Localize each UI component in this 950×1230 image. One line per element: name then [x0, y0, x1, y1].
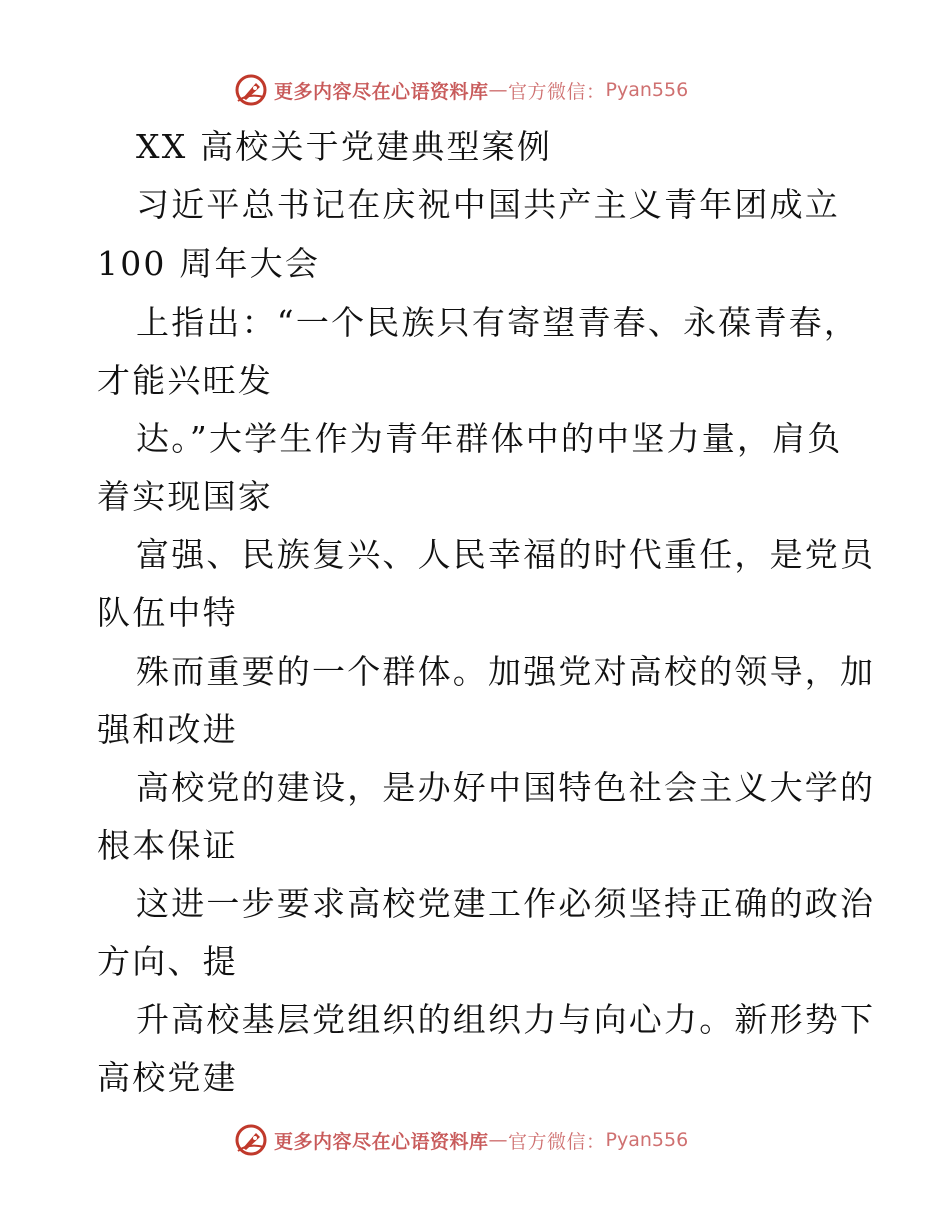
watermark-main-text: 更多内容尽在心语资料库 — [274, 1130, 489, 1153]
doc-line: 100 周年大会 — [97, 244, 321, 283]
watermark-main-text: 更多内容尽在心语资料库 — [274, 80, 489, 103]
doc-line: 方向、提 — [97, 942, 238, 981]
doc-line: 根本保证 — [97, 826, 238, 865]
doc-line: 才能兴旺发 — [97, 361, 273, 400]
doc-line: 殊而重要的一个群体。加强党对高校的领导，加 — [136, 652, 876, 691]
watermark-dash: — — [488, 1129, 509, 1151]
doc-line: 上指出：“一个民族只有寄望青春、永葆青春， — [136, 303, 860, 342]
watermark-wechat-id: Pyan556 — [605, 79, 689, 101]
doc-line: 着实现国家 — [97, 477, 273, 516]
doc-line: 高校党建 — [97, 1058, 238, 1097]
pen-nib-logo-icon — [234, 73, 268, 107]
watermark-dash: — — [488, 79, 509, 101]
doc-line: 强和改进 — [97, 710, 238, 749]
watermark-banner-top — [234, 72, 688, 108]
doc-line: 高校党的建设，是办好中国特色社会主义大学的 — [136, 768, 876, 807]
doc-line: 这进一步要求高校党建工作必须坚持正确的政治 — [136, 884, 876, 923]
doc-line: 习近平总书记在庆祝中国共产主义青年团成立 — [136, 185, 840, 224]
doc-line: 升高校基层党组织的组织力与向心力。新形势下 — [136, 1000, 876, 1039]
watermark-sub-text: 官方微信： — [508, 1130, 606, 1153]
doc-title: XX 高校关于党建典型案例 — [136, 127, 553, 166]
doc-line: 达。”大学生作为青年群体中的中坚力量，肩负 — [136, 419, 843, 458]
watermark-sub-text: 官方微信： — [508, 80, 606, 103]
doc-line: 富强、民族复兴、人民幸福的时代重任，是党员 — [136, 535, 876, 574]
watermark-banner-bottom — [234, 1122, 688, 1158]
doc-line: 队伍中特 — [97, 593, 238, 632]
watermark-wechat-id: Pyan556 — [605, 1129, 689, 1151]
pen-nib-logo-icon — [234, 1123, 268, 1157]
